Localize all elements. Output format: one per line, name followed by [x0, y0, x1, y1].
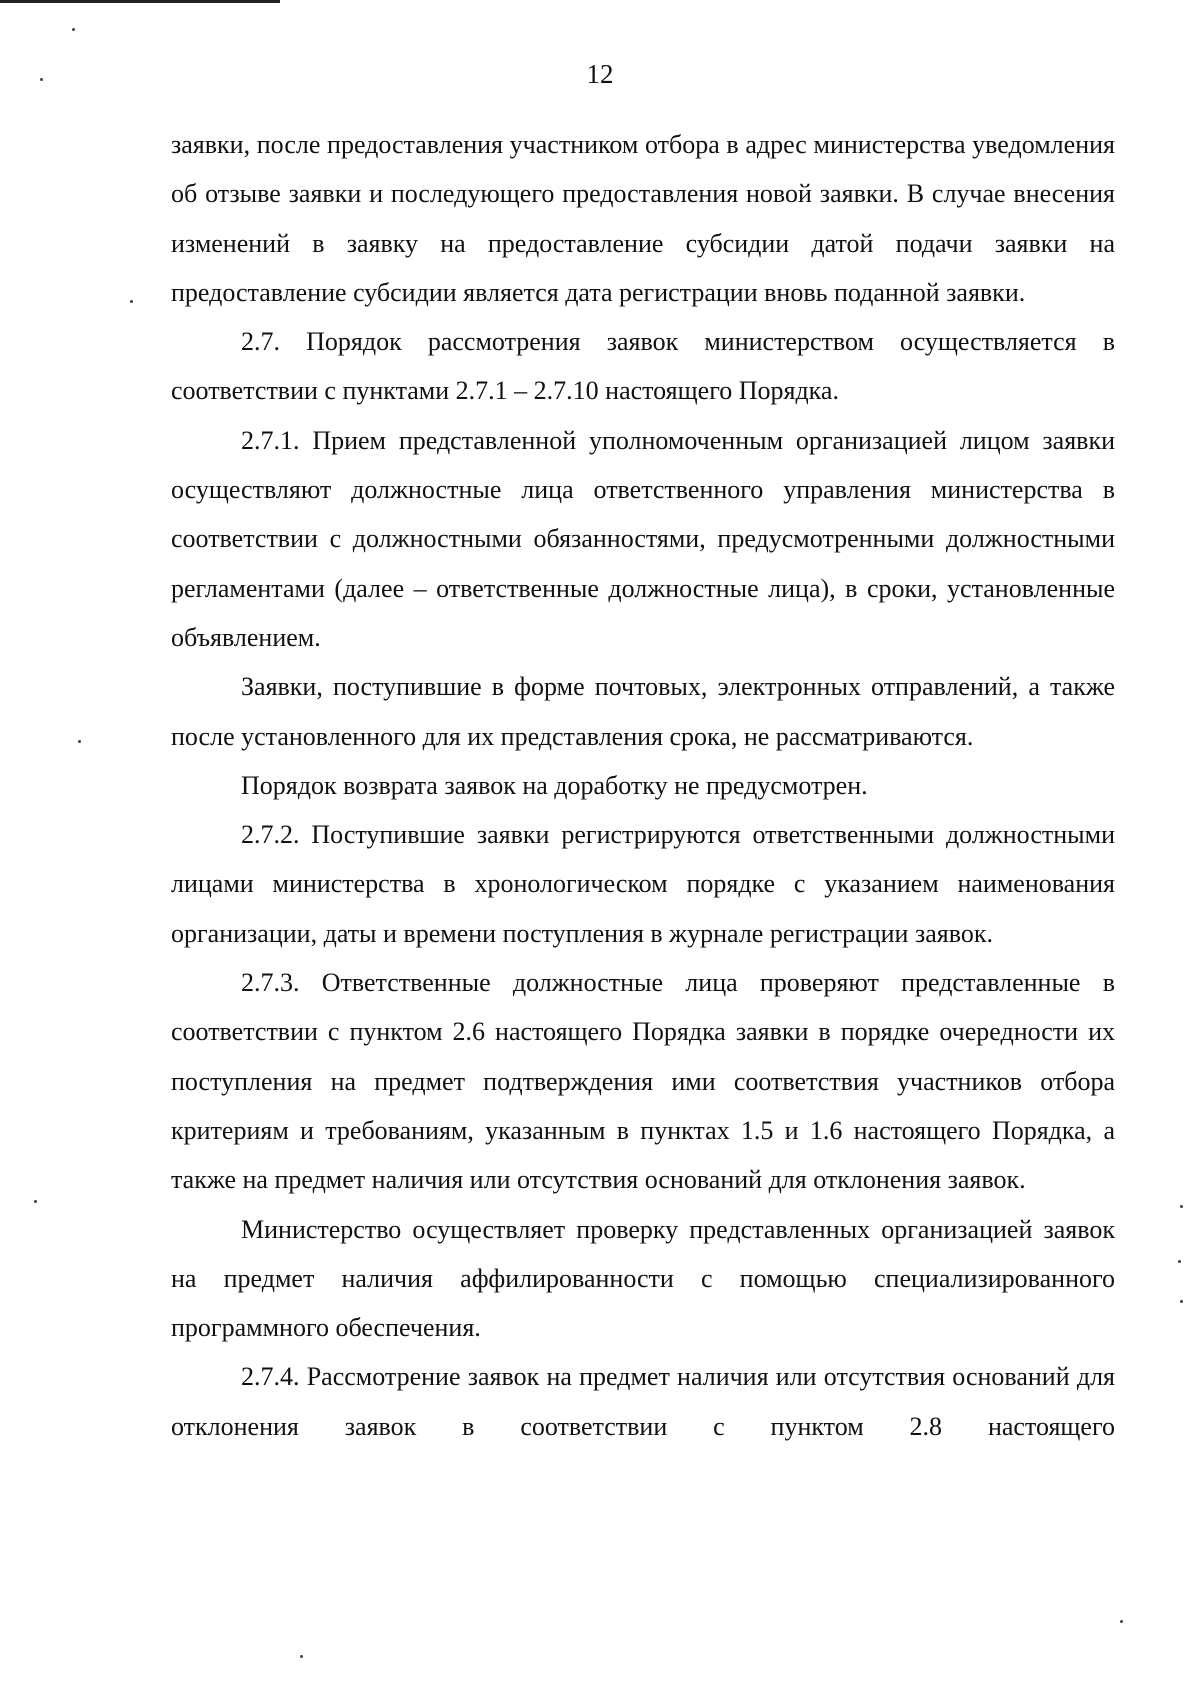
paragraph-2-7-4: 2.7.4. Рассмотрение заявок на предмет наличия или отсутствия оснований для отклонения заявок в соответствии с пунктом 2.8 настоящего: [171, 1362, 1115, 1441]
scan-speck: [1178, 1260, 1181, 1263]
scan-speck: [1180, 1300, 1183, 1303]
paragraph-2-7-1: 2.7.1. Прием представленной уполномоченным организацией лицом заявки осуществляют должностные лица ответственного управления министерства в соответствии с должностными обязанностями, предусмотренными должностными регламентами (далее – ответственные должностные лица), в сроки, установленные объявлением.: [171, 425, 1115, 652]
top-edge-line: [0, 0, 280, 3]
scan-speck: [130, 300, 133, 303]
scan-speck: [72, 28, 75, 31]
scan-speck: [34, 1200, 37, 1203]
paragraph-2-7: 2.7. Порядок рассмотрения заявок министерством осуществляется в соответствии с пунктами 2.7.1 – 2.7.10 настоящего Порядка.: [171, 327, 1115, 406]
paragraph-continuation: заявки, после предоставления участником отбора в адрес министерства уведомления об отзыве заявки и последующего предоставления новой заявки. В случае внесения изменений в заявку на предоставление субсидии датой подачи заявки на предоставление субсидии является дата регистрации вновь поданной заявки.: [171, 130, 1115, 307]
paragraph-return-procedure: Порядок возврата заявок на доработку не предусмотрен.: [241, 770, 868, 800]
scan-speck: [78, 740, 81, 743]
scan-speck: [300, 1655, 303, 1658]
scan-speck: [1120, 1620, 1123, 1623]
scan-speck: [1180, 1205, 1183, 1208]
paragraph-2-7-2: 2.7.2. Поступившие заявки регистрируются ответственными должностными лицами министерства в хронологическом порядке с указанием наименования организации, даты и времени поступления в журнале регистрации заявок.: [171, 820, 1115, 948]
page-number: 12: [586, 59, 614, 89]
body-text: [171, 120, 1115, 1451]
paragraph-affiliation-check: Министерство осуществляет проверку представленных организацией заявок на предмет наличия аффилированности с помощью специализированного программного обеспечения.: [171, 1214, 1115, 1343]
paragraph-applications-not-considered: Заявки, поступившие в форме почтовых, электронных отправлений, а также после установленного для их представления срока, не рассматриваются.: [171, 672, 1115, 751]
scan-speck: [40, 78, 43, 81]
paragraph-2-7-3: 2.7.3. Ответственные должностные лица проверяют представленные в соответствии с пунктом 2.6 настоящего Порядка заявки в порядке очередности их поступления на предмет подтверждения ими соответствия участников отбора критериям и требованиям, указанным в пунктах 1.5 и 1.6 настоящего Порядка, а также на предмет наличия или отсутствия оснований для отклонения заявок.: [171, 968, 1115, 1195]
